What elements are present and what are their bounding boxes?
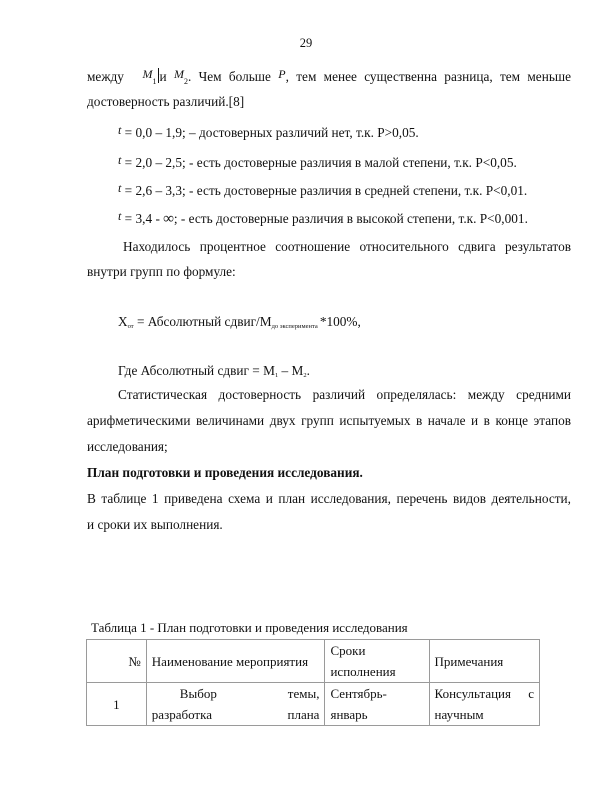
table-header-row (87, 640, 540, 683)
paragraph-1-line-1 (87, 68, 571, 85)
header-notes: Примечания (429, 640, 539, 683)
cell-number: 1 (87, 683, 147, 726)
paragraph-3-line-3: исследования; (87, 439, 168, 454)
infinity-symbol: ∞ (163, 211, 174, 227)
paragraph-3-line-2: арифметическими величинами двух групп испытуемых в начале и в конце этапов (87, 413, 571, 428)
table-caption: Таблица 1 - План подготовки и проведения исследования (91, 620, 408, 635)
paragraph-3-line-1: Статистическая достоверность различий определялась: между средними (118, 387, 571, 402)
header-number: № (87, 640, 147, 683)
t-criterion-1: t = 0,0 – 1,9; – достоверных различий нет, т.к. P>0,05. (118, 123, 419, 140)
formula: Xот = Абсолютный сдвиг/Мдо эксперимента *100%, (118, 314, 361, 330)
m2-symbol: $M_2$. Чем больше (173, 67, 271, 86)
t-symbol: t (118, 153, 122, 167)
paragraph-1-line-2: достоверность различий.[8] (87, 94, 245, 109)
table-row (87, 683, 540, 726)
paragraph-2-line-1: Находилось процентное соотношение относительного сдвига результатов (123, 239, 571, 254)
header-deadline: Сроки исполнения (325, 640, 429, 683)
m1-symbol: $M_1$ и (142, 67, 167, 86)
t-symbol: t (118, 123, 122, 137)
paragraph-4-line-1: В таблице 1 приведена схема и план исследования, перечень видов деятельности, (87, 491, 571, 506)
t-criterion-2: t = 2,0 – 2,5; - есть достоверные различия в малой степени, т.к. P<0,05. (118, 153, 517, 170)
cell-notes: Консультация с научным (429, 683, 539, 726)
text-between: между (87, 69, 124, 84)
section-heading: План подготовки и проведения исследования. (87, 465, 363, 480)
t-criterion-3: t = 2,6 – 3,3; - есть достоверные различия в средней степени, т.к. P<0,01. (118, 181, 528, 198)
paragraph-4-line-2: и сроки их выполнения. (87, 517, 223, 532)
page-number: 29 (299, 36, 313, 50)
formula-explanation: Где Абсолютный сдвиг = M1 – M2. (118, 363, 310, 379)
t-symbol: t (118, 181, 122, 195)
t-criterion-4: t = 3,4 - ∞; - есть достоверные различия в высокой степени, т.к. P<0,001. (118, 209, 528, 227)
p-symbol: P, тем менее существенна разница, тем меньше (278, 67, 572, 84)
t-symbol: t (118, 209, 122, 223)
cell-name: Выбор темы, разработка плана (146, 683, 325, 726)
paragraph-2-line-2: внутри групп по формуле: (87, 264, 236, 279)
cell-deadline: Сентябрь- январь (325, 683, 429, 726)
header-name: Наименование мероприятия (146, 640, 325, 683)
plan-table (86, 639, 540, 726)
